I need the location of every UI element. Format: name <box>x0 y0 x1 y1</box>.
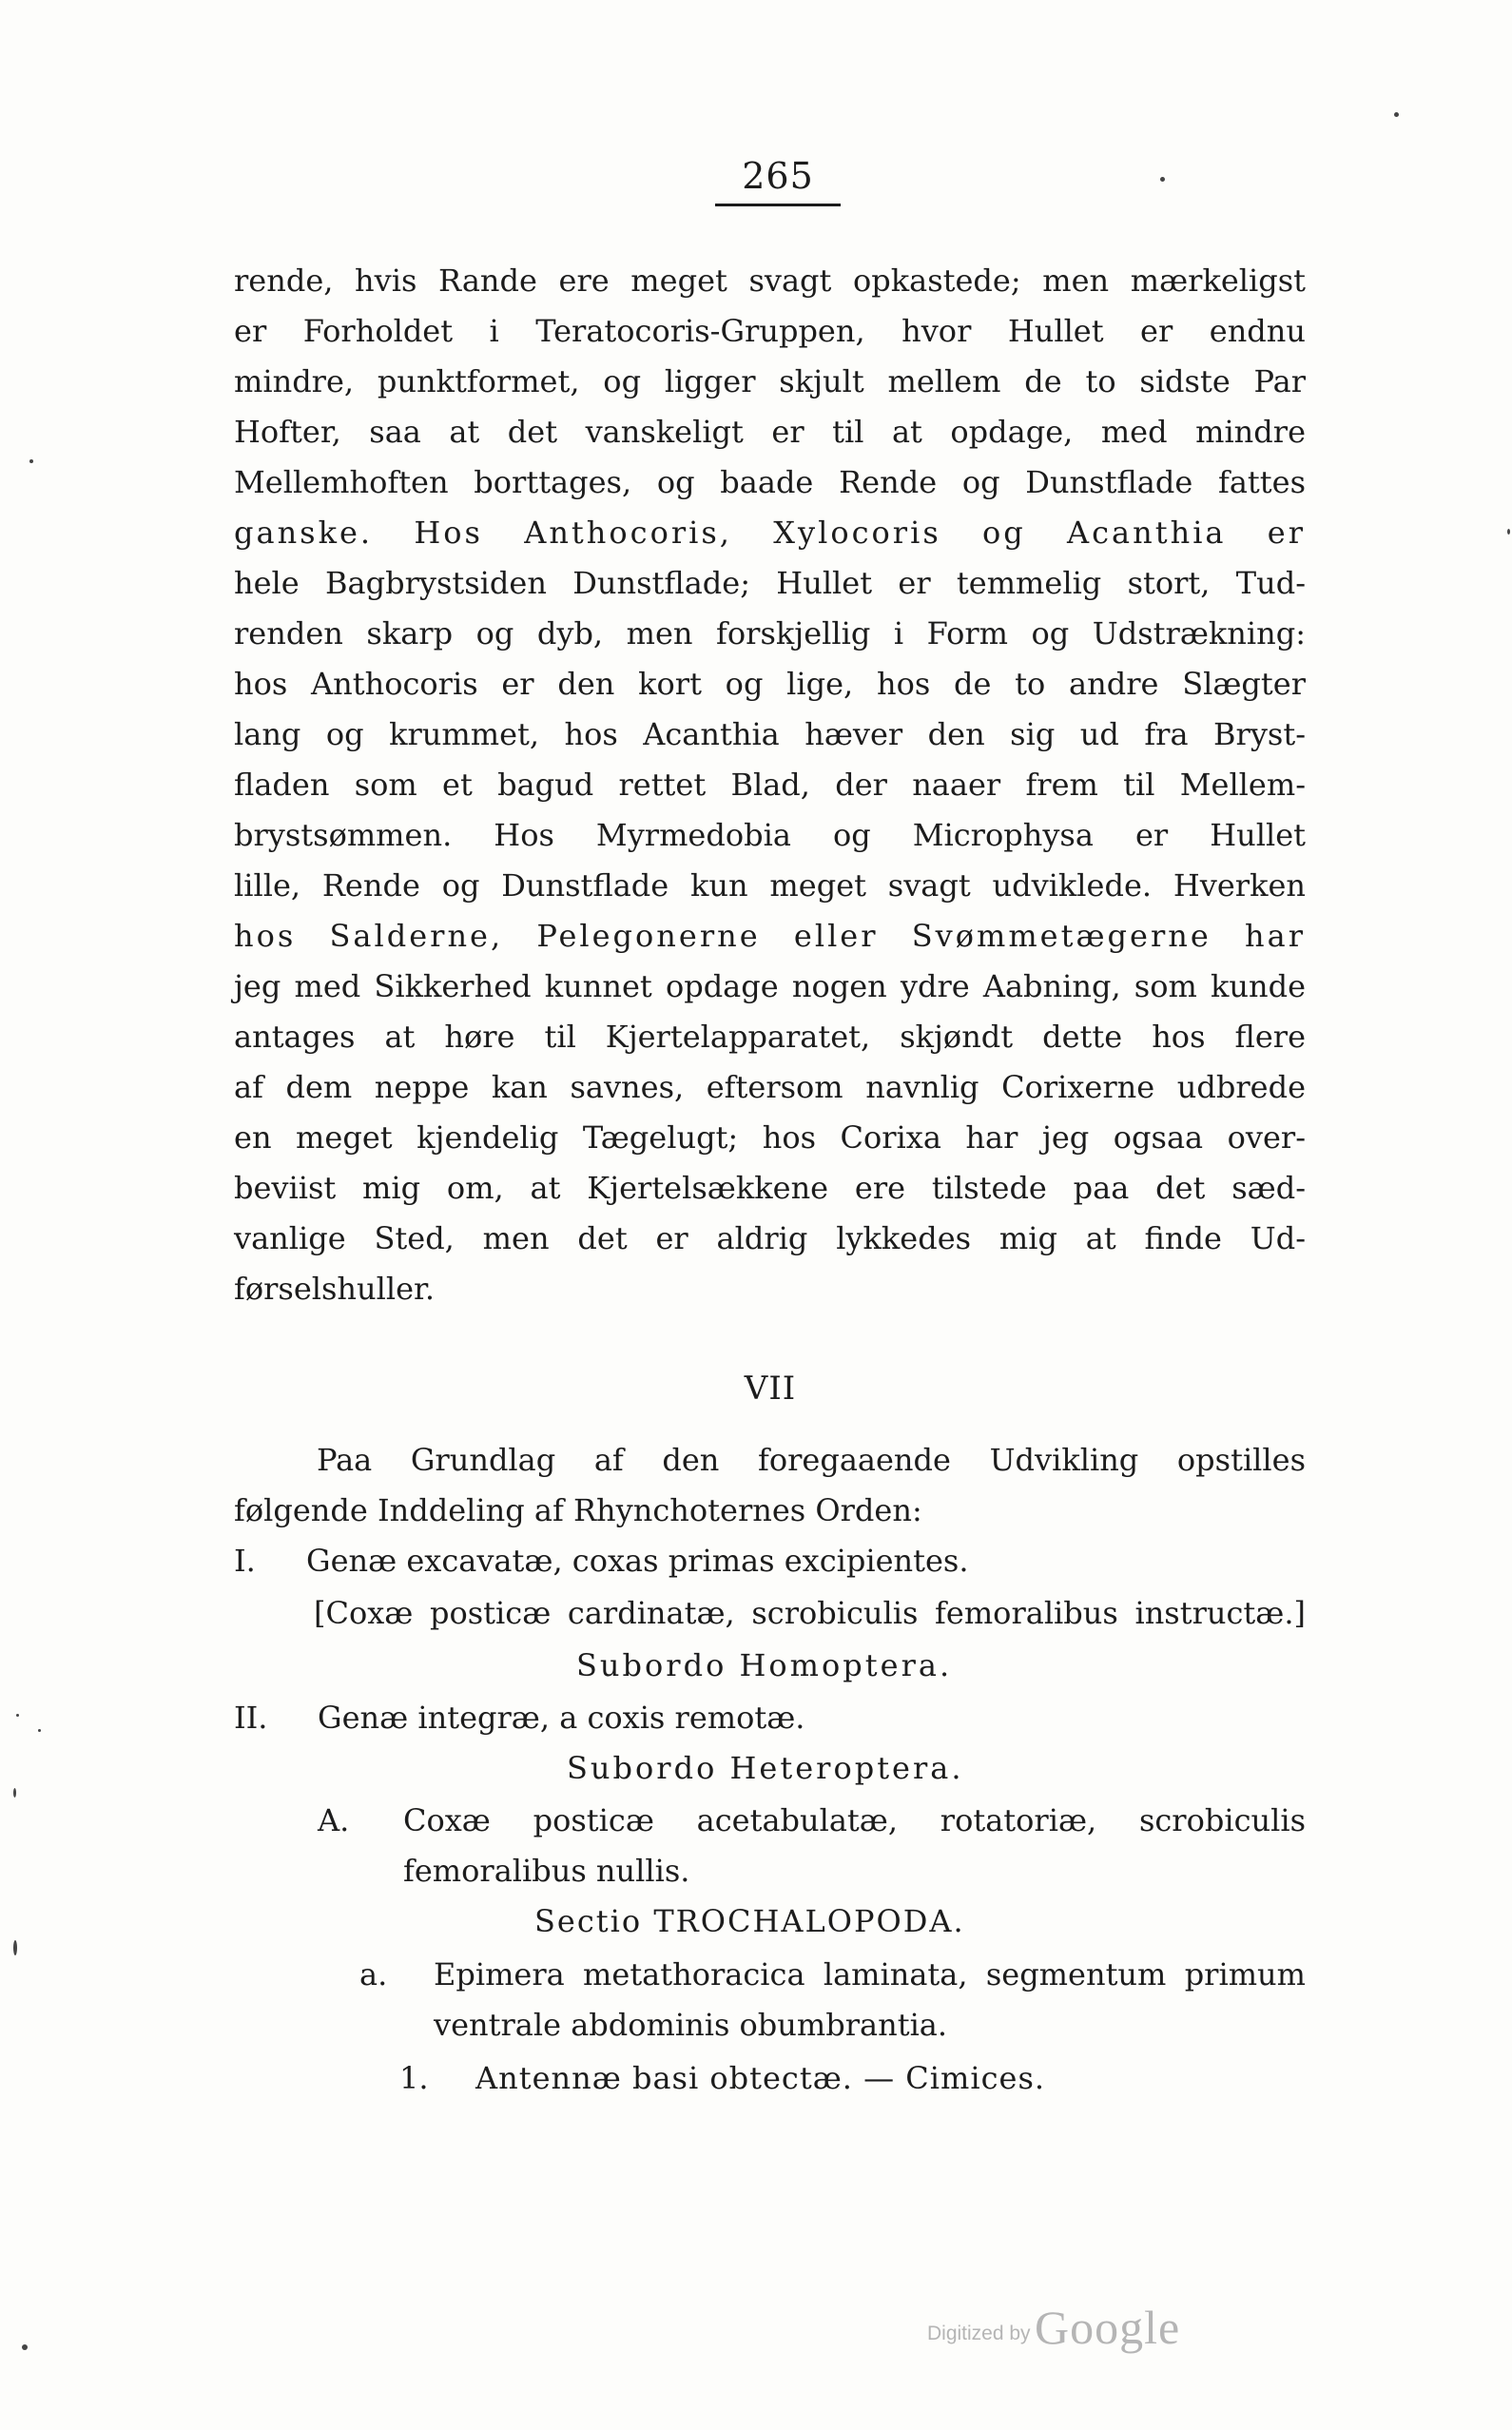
scan-speck <box>1394 112 1399 117</box>
text-line: Mellemhoften borttages, og baade Rende og Dunstflade fattes <box>234 464 1306 500</box>
item-marker: 1. <box>399 2060 429 2096</box>
text-line: følgende Inddeling af Rhynchoternes Orden: <box>234 1492 922 1528</box>
text-line: brystsømmen. Hos Myrmedobia og Microphysa er Hullet <box>234 817 1306 853</box>
scan-speck <box>1507 529 1510 535</box>
scan-speck <box>16 1714 19 1717</box>
scan-speck <box>29 459 33 463</box>
text-line: jeg med Sikkerhed kunnet opdage nogen ydre Aabning, som kunde <box>234 968 1306 1004</box>
scan-speck <box>1160 177 1165 182</box>
text-line: lille, Rende og Dunstflade kun meget svagt udviklede. Hverken <box>234 867 1306 904</box>
text-line: mindre, punktformet, og ligger skjult mellem de to sidste Par <box>234 363 1306 399</box>
watermark-prefix: Digitized by <box>927 2323 1031 2344</box>
item-text: Genæ integræ, a coxis remotæ. <box>318 1700 805 1736</box>
scan-speck <box>13 1940 17 1955</box>
scan-speck <box>13 1788 16 1798</box>
text-line: rende, hvis Rande ere meget svagt opkastede; men mærkeligst <box>234 262 1306 299</box>
page-number-rule <box>715 204 841 206</box>
item-text: Genæ excavatæ, coxas primas excipientes. <box>306 1543 969 1579</box>
text-line: hele Bagbrystsiden Dunstflade; Hullet er temmelig stort, Tud- <box>234 565 1306 601</box>
page-number: 265 <box>742 155 814 197</box>
text-line: beviist mig om, at Kjertelsækkene ere tilstede paa det sæd- <box>234 1170 1306 1206</box>
item-text: Antennæ basi obtectæ. — Cimices. <box>475 2060 1046 2096</box>
section-heading: VII <box>744 1370 797 1408</box>
text-line: fladen som et bagud rettet Blad, der naaer frem til Mellem- <box>234 767 1306 803</box>
text-line: Paa Grundlag af den foregaaende Udvikling opstilles <box>317 1442 1306 1478</box>
text-line: af dem neppe kan savnes, eftersom navnlig Corixerne udbrede <box>234 1069 1306 1105</box>
item-marker: a. <box>359 1956 388 1993</box>
digitized-watermark <box>927 2300 1180 2355</box>
watermark-brand: Google <box>1035 2301 1181 2354</box>
subordo-label: Subordo Homoptera. <box>576 1647 953 1683</box>
text-line: Hofter, saa at det vanskeligt er til at opdage, med mindre <box>234 414 1306 450</box>
text-line: vanlige Sted, men det er aldrig lykkedes mig at finde Ud- <box>234 1220 1306 1256</box>
item-marker: I. <box>234 1543 256 1579</box>
item-text: ventrale abdominis obumbrantia. <box>434 2007 948 2043</box>
text-line: hos Anthocoris er den kort og lige, hos de to andre Slægter <box>234 666 1306 702</box>
item-text: Epimera metathoracica laminata, segmentum primum <box>434 1956 1306 1993</box>
scan-speck <box>22 2344 28 2350</box>
text-line: ganske. Hos Anthocoris, Xylocoris og Acanthia er <box>234 515 1306 551</box>
text-line: renden skarp og dyb, men forskjellig i Form og Udstrækning: <box>234 615 1306 651</box>
text-line: førselshuller. <box>234 1271 435 1307</box>
text-line: hos Salderne, Pelegonerne eller Svømmetægerne har <box>234 918 1306 954</box>
text-line: antages at høre til Kjertelapparatet, skjøndt dette hos flere <box>234 1019 1306 1055</box>
scan-speck <box>38 1729 41 1732</box>
text-line: en meget kjendelig Tægelugt; hos Corixa har jeg ogsaa over- <box>234 1119 1306 1156</box>
subordo-label: Subordo Heteroptera. <box>567 1750 964 1786</box>
sectio-label: Sectio TROCHALOPODA. <box>534 1903 965 1939</box>
text-line: er Forholdet i Teratocoris-Gruppen, hvor Hullet er endnu <box>234 313 1306 349</box>
item-text: femoralibus nullis. <box>403 1853 690 1889</box>
item-text: Coxæ posticæ acetabulatæ, rotatoriæ, scrobiculis <box>403 1802 1306 1838</box>
text-line: lang og krummet, hos Acanthia hæver den sig ud fra Bryst- <box>234 716 1306 752</box>
item-marker: II. <box>234 1700 268 1736</box>
bracket-note: [Coxæ posticæ cardinatæ, scrobiculis femoralibus instructæ.] <box>314 1595 1306 1631</box>
item-marker: A. <box>318 1802 350 1838</box>
